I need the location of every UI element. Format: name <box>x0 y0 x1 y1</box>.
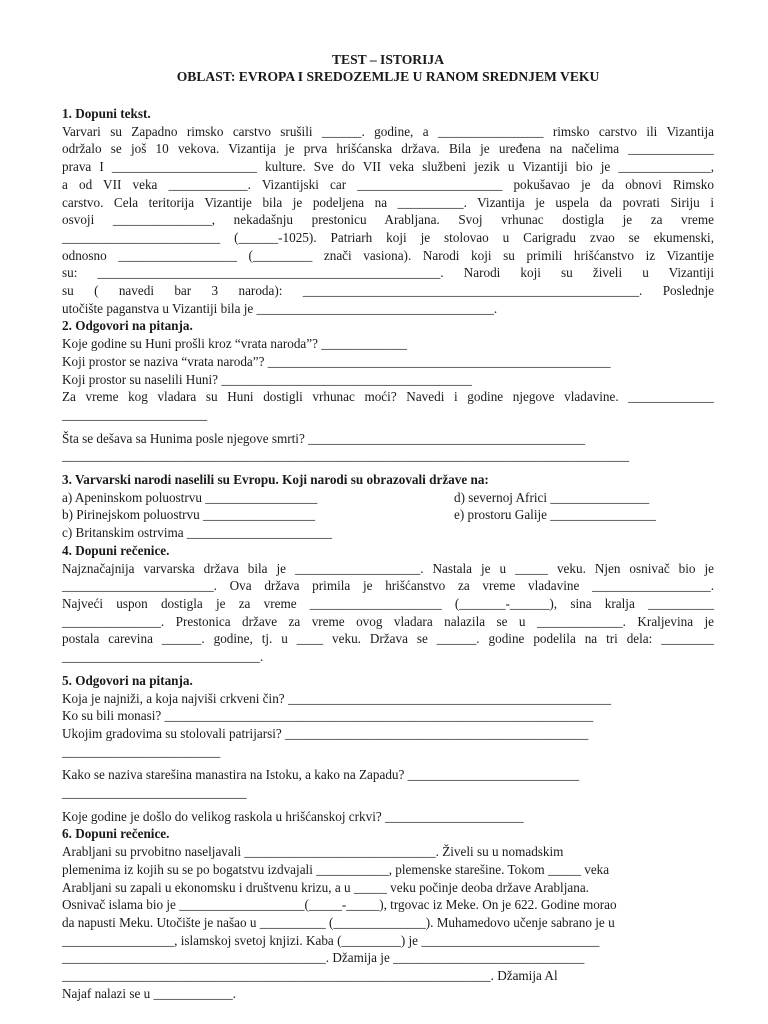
question-line: Koji prostor se naziva “vrata naroda”? ____________________________________________________ <box>62 353 611 369</box>
question-line: d) severnoj Africi _______________ <box>454 489 650 505</box>
document-title: TEST – ISTORIJA <box>331 52 445 67</box>
text-line: prava I ______________________ kulture. Sve do VII veka službeni jezik u Vizantiji bio je ______________, <box>62 159 714 175</box>
section-heading: 6. Dopuni rečenice. <box>62 826 170 842</box>
test-document <box>62 52 714 1002</box>
section-heading: 3. Varvarski narodi naselili su Evropu. Koji narodi su obrazovali države na: <box>62 472 489 488</box>
text-line: plemenima iz kojih su se po bogatstvu izdvajali ___________, plemenske starešine. Tokom _____ veka <box>62 861 610 877</box>
answer-line: ____________________________ <box>62 785 247 801</box>
question-line: Koji prostor su naselili Huni? ______________________________________ <box>62 371 472 387</box>
section-heading: 4. Dopuni rečenice. <box>62 542 170 558</box>
question-line: Koja je najniži, a koja najviši crkveni čin? _________________________________________________ <box>62 690 612 706</box>
text-line: _______________________. Ova država primila je hrišćanstvo za vreme vladavine __________________. <box>62 578 714 594</box>
document-subtitle: OBLAST: EVROPA I SREDOZEMLJE U RANOM SREDNJEM VEKU <box>176 69 600 84</box>
text-line: održalo se još 10 vekova. Vizantija je prva hrišćanska država. Bila je uređena na načelima _____________ <box>62 141 714 157</box>
section-heading: 2. Odgovori na pitanja. <box>62 318 193 334</box>
text-line: _________________________________________________________________. Džamija Al <box>62 968 558 984</box>
text-line: Najznačajnija varvarska država bila je ___________________. Nastala je u _____ veku. Njen osnivač bio je <box>62 560 714 576</box>
question-line: Za vreme kog vladara su Huni dostigli vrhunac moći? Navedi i godine njegove vladavine. _____________ <box>62 389 714 405</box>
text-line: su ( navedi bar 3 naroda): ___________________________________________________. Poslednje <box>62 283 714 299</box>
section-5 <box>62 672 714 826</box>
text-line: Varvari su Zapadno rimsko carstvo srušili ______. godine, a ________________ rimsko carstvo ili Vizantija <box>62 123 714 139</box>
answer-line: ________________________ <box>62 743 221 759</box>
section-heading: 1. Dopuni tekst. <box>62 106 151 121</box>
question-line: Koje godine je došlo do velikog raskola u hrišćanskoj crkvi? _____________________ <box>62 808 524 824</box>
text-line: da napusti Meku. Utočište je našao u __________ (______________). Muhamedovo učenje sabrano je u <box>62 914 615 930</box>
text-line: su: ____________________________________________________. Narodi koji su živeli u Vizantiji <box>62 265 714 281</box>
text-line: ________________________ (______-1025). Patriarh koji je stolovao u Carigradu zvao se ekumenski, <box>62 229 714 245</box>
text-line: ______________________________. <box>62 649 264 665</box>
question-line: c) Britanskim ostrvima ______________________ <box>62 525 332 541</box>
text-line: ________________________________________. Džamija je _____________________________ <box>62 950 585 966</box>
section-2 <box>62 317 714 465</box>
text-line: Arabljani su zapali u ekonomsku i društvenu krizu, a u _____ veku počinje deoba države Arabljana. <box>62 879 589 895</box>
question-line: a) Apeninskom poluostrvu _________________ <box>62 489 318 505</box>
answer-line: ______________________________________________________________________________________ <box>62 448 630 464</box>
section-3 <box>62 471 714 542</box>
text-line: Arabljani su prvobitno naseljavali _____________________________. Živeli su u nomadskim <box>62 844 564 860</box>
question-line: Ko su bili monasi? _________________________________________________________________ <box>62 708 594 724</box>
question-line: Ukojim gradovima su stolovali patrijarsi? ______________________________________________ <box>62 725 589 741</box>
question-line: Kako se naziva starešina manastira na Istoku, a kako na Zapadu? __________________________ <box>62 767 580 783</box>
section-6 <box>62 825 714 1002</box>
section-4 <box>62 542 714 666</box>
question-line: Koje godine su Huni prošli kroz “vrata naroda”? _____________ <box>62 336 407 352</box>
text-line: odnosno __________________ (_________ znači vasiona). Narodi koji su primili hrišćanstvo iz Vizantije <box>62 247 714 263</box>
answer-line: ______________________ <box>62 406 208 422</box>
text-line: Najaf nalazi se u ____________. <box>62 985 236 1001</box>
text-line: carstvo. Cela teritorija Vizantije bila je podeljena na __________. Vizantija je uspela da povrati Siriju i <box>62 194 714 210</box>
section-1 <box>62 105 714 317</box>
text-line: _________________, islamskoj svetoj knjizi. Kaba (_________) je ___________________________ <box>62 932 600 948</box>
text-line: Osnivač islama bio je ___________________(_____-_____), trgovac iz Meke. On je 622. Godine morao <box>62 897 617 913</box>
question-line: Šta se dešava sa Hunima posle njegove smrti? __________________________________________ <box>62 430 586 446</box>
text-line: _______________. Prestonica države za vreme ovog vladara nalazila se u _____________. Kraljevina je <box>62 613 714 629</box>
text-line: osvoji _______________, nekadašnju prestonicu Arabljana. Svoj vrhunac dostigla je za vreme <box>62 212 714 228</box>
question-line: b) Pirinejskom poluostrvu _________________ <box>62 507 316 523</box>
text-line: a od VII veka ____________. Vizantijski car ______________________ pokušavao je da obnovi Rimsko <box>62 176 714 192</box>
text-line: postala carevina ______. godine, tj. u ____ veku. Država se ______. godine podelila na tri dela: ________ <box>62 631 714 647</box>
text-line: utočište paganstva u Vizantiji bila je ____________________________________. <box>62 300 498 316</box>
text-line: Najveći uspon dostigla je za vreme ____________________ (_______-______), sina kralja __________ <box>62 595 714 611</box>
question-line: e) prostoru Galije ________________ <box>454 507 656 523</box>
section-heading: 5. Odgovori na pitanja. <box>62 672 193 688</box>
